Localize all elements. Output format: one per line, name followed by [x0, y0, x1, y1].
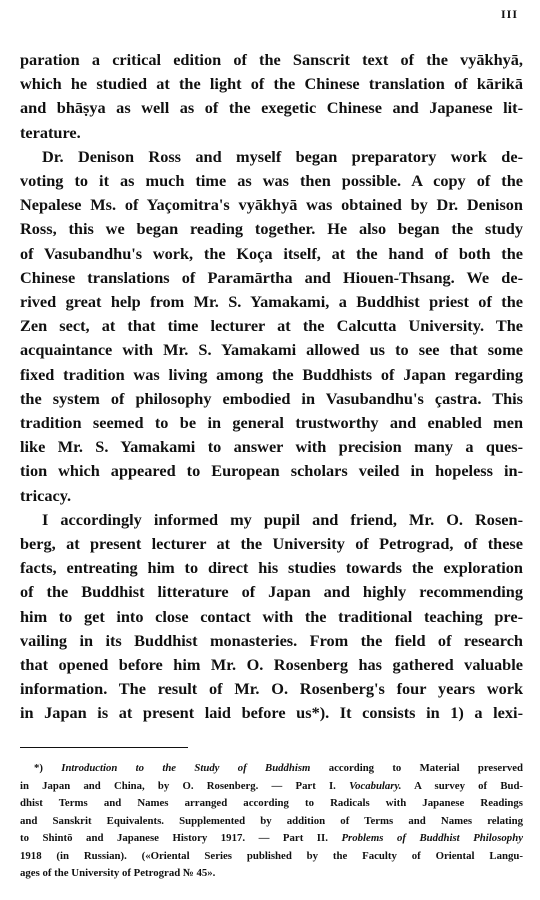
text-line: tricacy.	[20, 485, 72, 505]
text-line: which he studied at the light of the Chinese translation of kārikā	[20, 74, 523, 94]
footnote-marker: *)	[34, 762, 43, 774]
text-line: him to get into close contact with the traditional teaching pre-	[20, 606, 523, 626]
text-line: Dr. Denison Ross and myself began preparatory work de-	[42, 146, 523, 166]
page-number: III	[500, 7, 518, 21]
footnote-line: and Sanskrit Equivalents. Supplemented by addition of Terms and Names relating	[20, 814, 523, 827]
footnote-line: ages of the University of Petrograd № 45».	[20, 867, 216, 879]
footnote-text: A survey of Bud-	[414, 779, 524, 792]
text-line: Ross, this we began reading together. He also began the study	[20, 219, 523, 239]
text-line: in Japan is at present laid before us*). It consists in 1) a lexi-	[20, 703, 523, 723]
text-line: fixed tradition was living among the Buddhists of Japan regarding	[20, 364, 523, 384]
text-line: Nepalese Ms. of Yaçomitra's vyākhyā was obtained by Dr. Denison	[20, 195, 523, 215]
footnote-text: according to Material preserved	[328, 762, 523, 774]
text-line: tion which appeared to European scholars veiled in hopeless in-	[20, 461, 523, 481]
footnote-line: dhist Terms and Names arranged according to Radicals with Japanese Readings	[20, 797, 523, 809]
text-line: the system of philosophy embodied in Vasubandhu's çastra. This	[20, 388, 523, 408]
footnote-line	[20, 760, 523, 778]
footnote-line	[20, 778, 523, 796]
footnote	[20, 760, 523, 883]
text-line: berg, at present lecturer at the University of Petrograd, of these	[20, 534, 523, 554]
text-line: voting to it as much time as was then possible. A copy of the	[20, 171, 523, 191]
text-line: tradition seemed to be in general trustworthy and enabled men	[20, 413, 523, 433]
text-line: like Mr. S. Yamakami to answer with precision many a ques-	[20, 437, 523, 457]
footnote-part-title: Problems of Buddhist Philosophy	[341, 832, 523, 844]
text-line: of the Buddhist litterature of Japan and highly recommending	[20, 582, 523, 602]
footnote-text: to Shintō and Japanese History 1917. — Part II.	[20, 832, 328, 844]
body-text	[20, 48, 523, 726]
text-line: Zen sect, at that time lecturer at the Calcutta University. The	[20, 316, 523, 336]
text-line: terature.	[20, 122, 81, 142]
footnote-divider	[20, 747, 188, 748]
text-line: rived great help from Mr. S. Yamakami, a Buddhist priest of the	[20, 292, 523, 312]
text-line: and bhāṣya as well as of the exegetic Chinese and Japanese lit-	[20, 98, 523, 118]
footnote-line: 1918 (in Russian). («Oriental Series published by the Faculty of Oriental Langu-	[20, 849, 523, 862]
footnote-book-title: Introduction to the Study of Buddhism	[61, 762, 311, 774]
text-line: I accordingly informed my pupil and friend, Mr. O. Rosen-	[42, 509, 523, 529]
text-line: paration a critical edition of the Sanscrit text of the vyākhyā,	[20, 50, 523, 69]
text-line: information. The result of Mr. O. Rosenberg's four years work	[20, 679, 523, 699]
text-line: vailing in its Buddhist monasteries. From the field of research	[20, 630, 523, 650]
text-line: Chinese translations of Paramārtha and Hiouen-Thsang. We de-	[20, 267, 523, 287]
footnote-text: in Japan and China, by O. Rosenberg. — Part I.	[20, 779, 336, 792]
footnote-part-title: Vocabulary.	[349, 779, 402, 792]
text-line: acquaintance with Mr. S. Yamakami allowed us to see that some	[20, 340, 523, 360]
text-line: that opened before him Mr. O. Rosenberg has gathered valuable	[20, 655, 523, 675]
text-line: of Vasubandhu's work, the Koça itself, at the hand of both the	[20, 243, 523, 263]
footnote-line	[20, 830, 523, 848]
text-line: facts, entreating him to direct his studies towards the exploration	[20, 558, 523, 578]
